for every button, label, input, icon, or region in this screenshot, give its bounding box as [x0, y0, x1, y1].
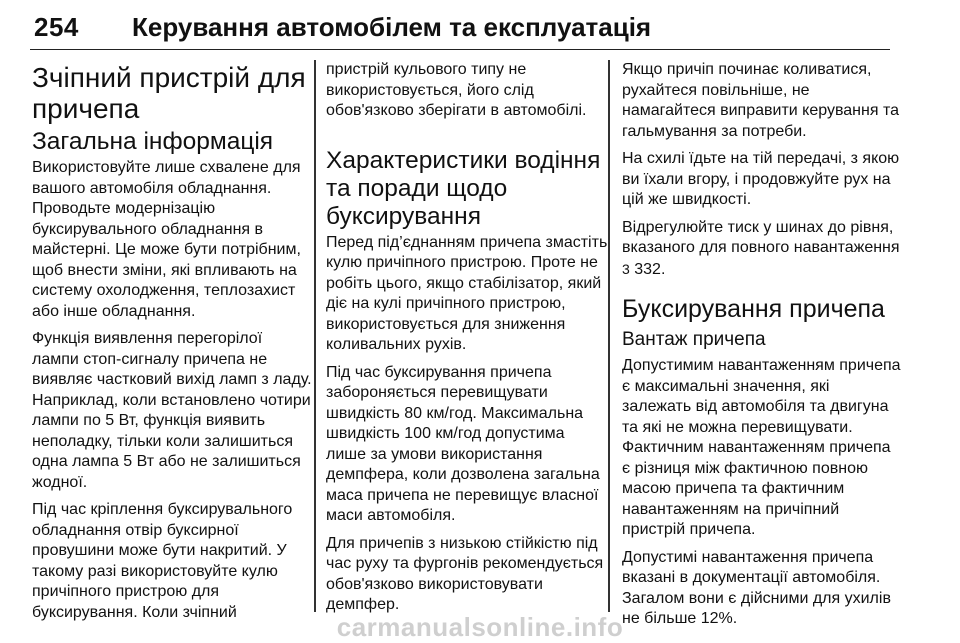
column-2 [326, 60, 608, 623]
page-reference-link[interactable]: 332. [634, 260, 666, 278]
subsection-heading-trailer-load: Вантаж причепа [622, 329, 766, 350]
column-1 [32, 60, 312, 630]
body-paragraph: На схилі їдьте на тій передачі, з якою ви їхали вгору, і продовжуйте рух на цій же швидкості. [622, 150, 900, 208]
chapter-title: Зчіпний пристрій для причепа [32, 62, 306, 124]
body-paragraph: Функція виявлення перегорілої лампи стоп-сигналу причепа не виявляє частковий вихід ламп з ладу. Наприклад, коли встановлено чотири лампи по 5 Вт, функція виявить неполадку, тільки коли залишиться одна лампа 5 Вт або не залишиться жодної. [32, 330, 312, 491]
spacer [326, 129, 608, 143]
page-number: 254 [34, 12, 79, 42]
body-paragraph: Допустимі навантаження причепа вказані в документації автомобіля. Загалом вони є дійсними для ухилів не більше 12%. [622, 548, 891, 627]
page-header [30, 0, 890, 50]
column-3 [622, 60, 902, 637]
body-paragraph: Якщо причіп починає коливатися, рухайтеся повільніше, не намагайтеся виправити керування та гальмування за потреби. [622, 61, 899, 140]
running-title: Керування автомобілем та експлуатація [132, 12, 652, 42]
body-paragraph: Під час кріплення буксирувального обладнання отвір буксирної провушини може бути накритий. У такому разі використовуйте кулю причіпного пристрою для буксирування. Коли зчіпний [32, 501, 293, 621]
spacer [622, 287, 902, 295]
section-heading-general-info: Загальна інформація [32, 128, 274, 155]
body-paragraph-tyre-pressure [622, 218, 902, 281]
section-heading-driving-tips: Характеристики водіння та поради щодо буксирування [326, 146, 601, 230]
body-paragraph: Допустимим навантаженням причепа є максимальні значення, які залежать від автомобіля та двигуна та які не можна перевищувати. Фактичним навантаженням причепа є різниця між фактичною повною масою причепа та фактичним навантаженням на причіпний пристрій причепа. [622, 357, 901, 538]
body-paragraph: Під час буксирування причепа забороняється перевищувати швидкість 80 км/год. Максимальна швидкість 100 км/год допустима лише за умови використання демпфера, коли дозволена загальна маса причепа не перевищує власної маси автомобіля. [326, 363, 600, 524]
body-paragraph: Для причепів з низькою стійкістю під час руху та фургонів рекомендується обов'язково використовувати демпфер. [326, 534, 604, 613]
body-paragraph-continued: пристрій кульового типу не використовується, його слід обов'язково зберігати в автомобілі. [326, 61, 587, 119]
page-reference-arrow-icon: 3 [622, 260, 630, 277]
body-paragraph: Перед під’єднанням причепа змастіть кулю причіпного пристрою. Проте не робіть цього, якщо стабілізатор, який діє на кулі причіпного пристрою, використовується для зниження коливальних рухів. [326, 233, 608, 353]
watermark: carmanualsonline.info [336, 612, 624, 642]
body-paragraph: Використовуйте лише схвалене для вашого автомобіля обладнання. Проводьте модернізацію буксирувального обладнання в майстерні. Це може бути потрібним, щоб внести зміни, які впливають на систему охолодження, теплозахист або інше обладнання. [32, 159, 301, 320]
tyre-pressure-text: Відрегулюйте тиск у шинах до рівня, вказаного для повного навантаження [622, 218, 900, 256]
column-divider [608, 60, 610, 612]
column-divider [314, 60, 316, 612]
section-heading-trailer-towing: Буксирування причепа [622, 295, 885, 323]
